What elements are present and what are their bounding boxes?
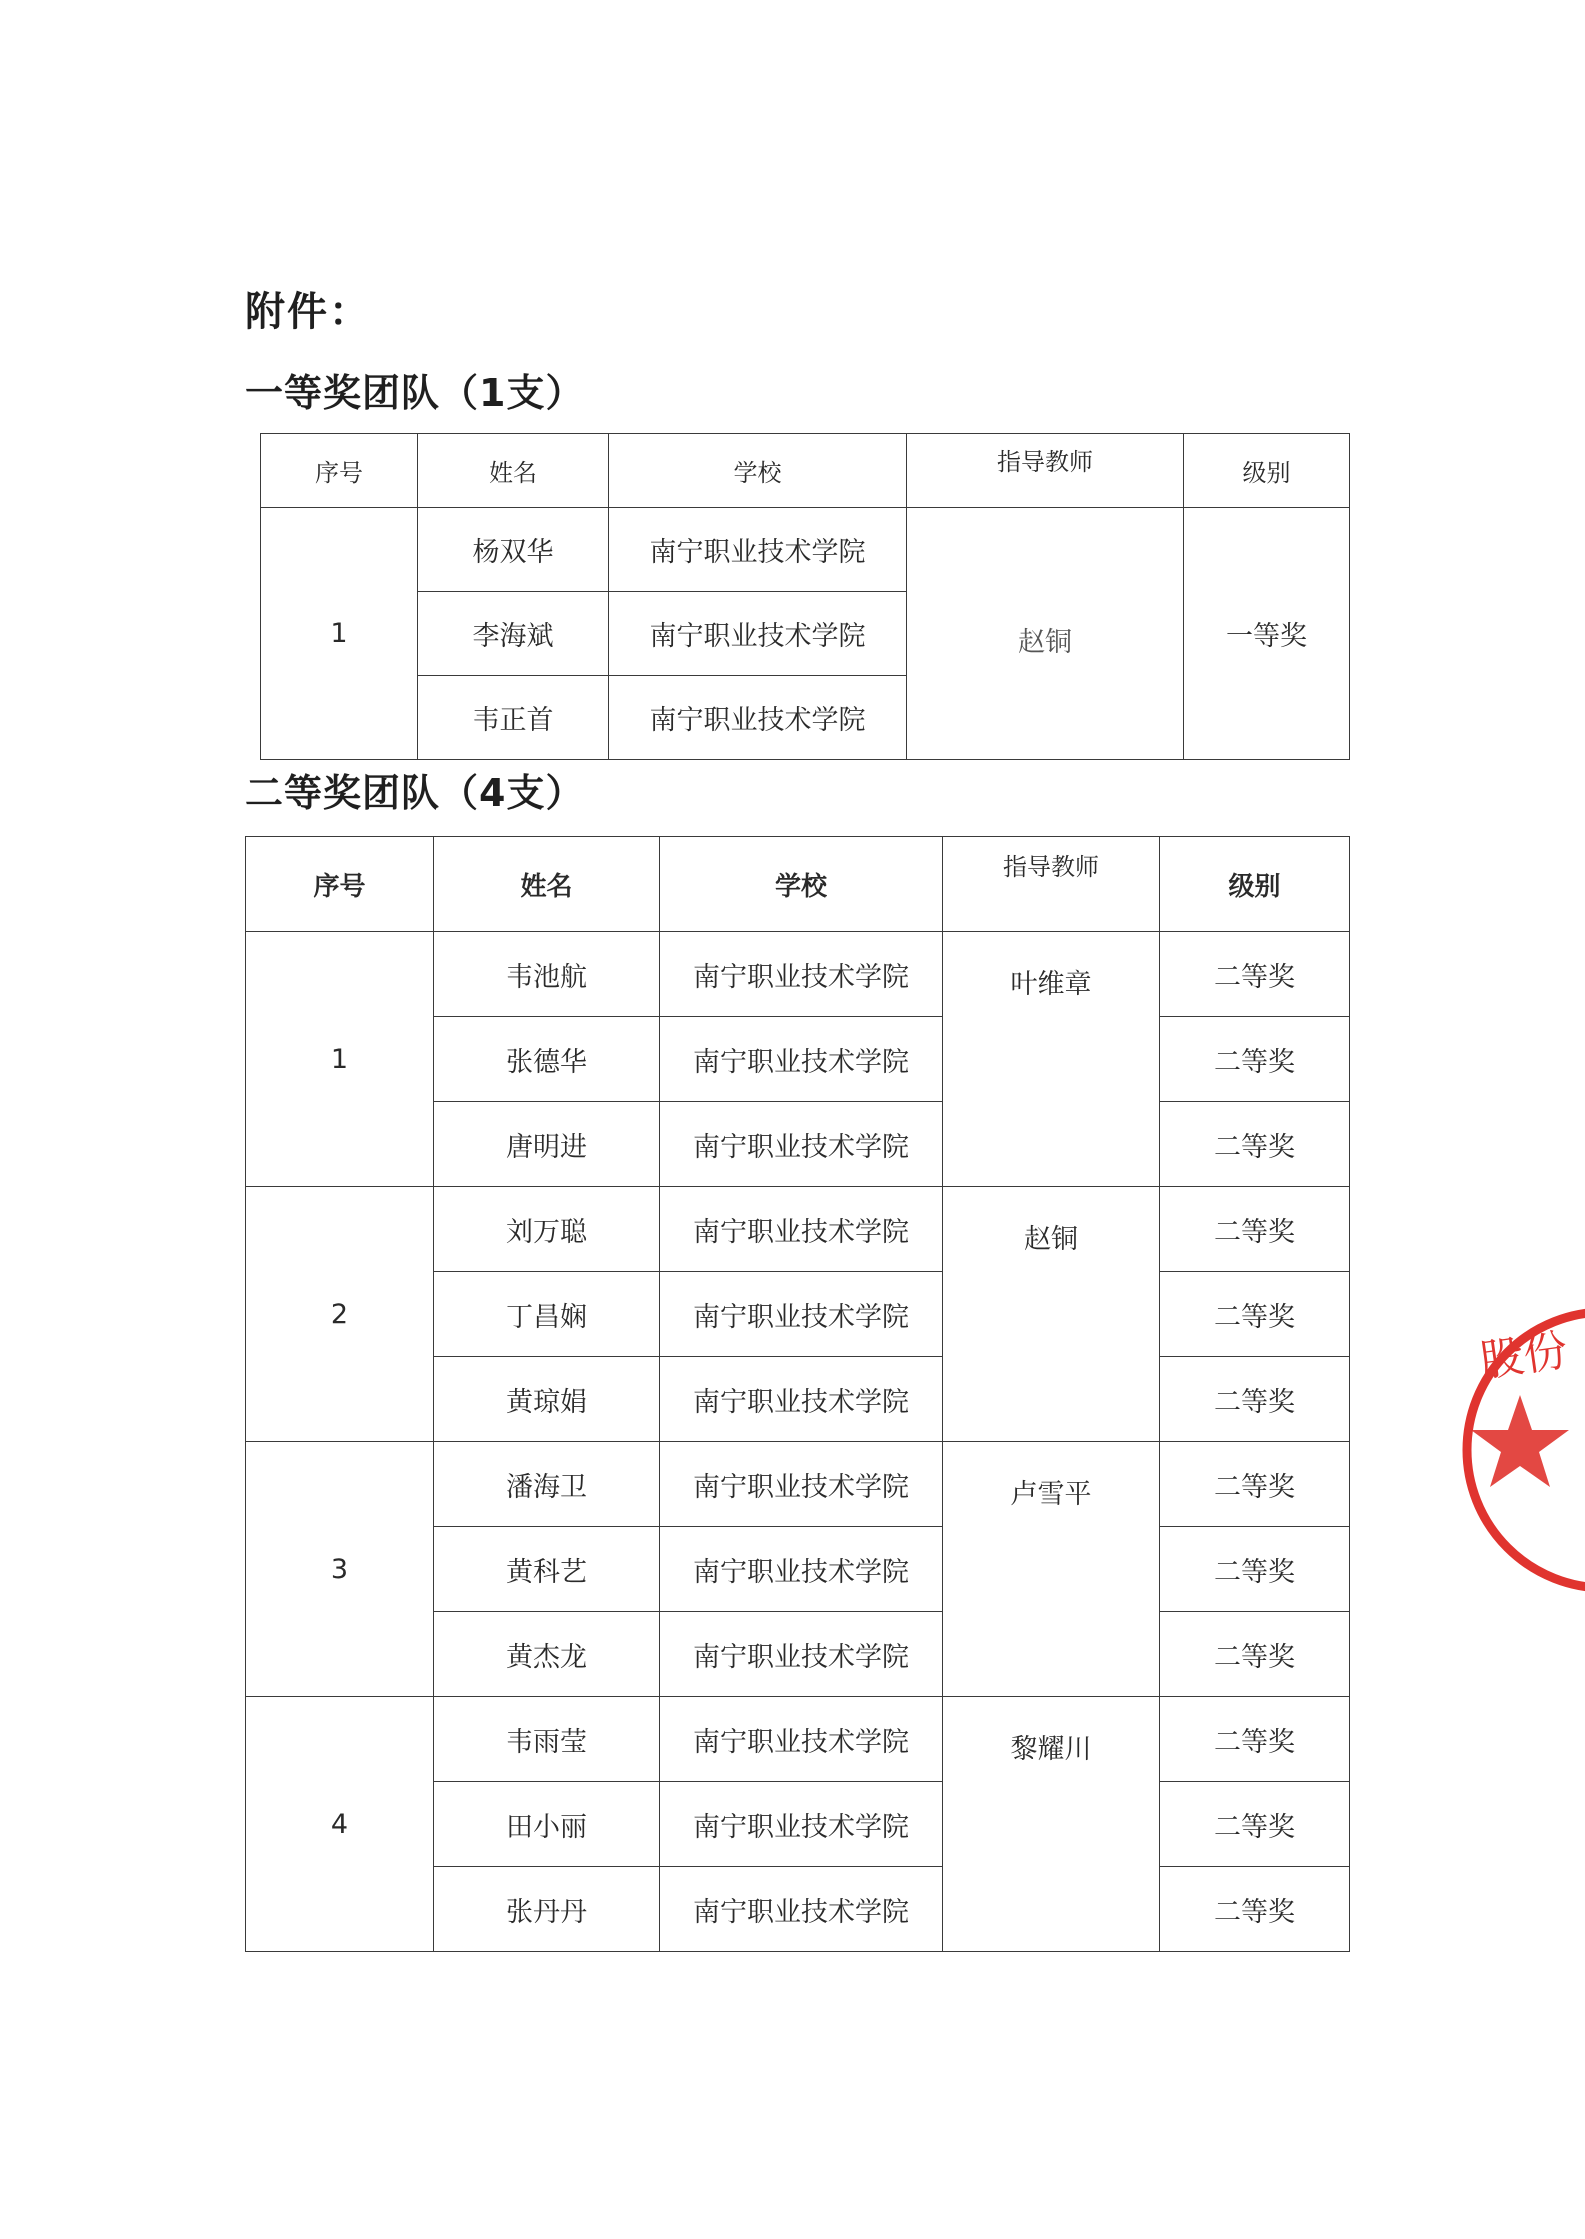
first-prize-table (260, 433, 1350, 760)
table-row (246, 1442, 1350, 1527)
member-name: 韦池航 (434, 932, 660, 1017)
member-school: 南宁职业技术学院 (609, 676, 907, 760)
member-level: 二等奖 (1160, 1272, 1350, 1357)
member-school: 南宁职业技术学院 (660, 1102, 943, 1187)
member-level: 二等奖 (1160, 1782, 1350, 1867)
member-name: 韦正首 (418, 676, 609, 760)
member-name: 张德华 (434, 1017, 660, 1102)
member-name: 黄科艺 (434, 1527, 660, 1612)
member-name: 潘海卫 (434, 1442, 660, 1527)
member-school: 南宁职业技术学院 (660, 1017, 943, 1102)
header-seq: 序号 (246, 837, 434, 932)
header-level: 级别 (1184, 434, 1350, 508)
member-school: 南宁职业技术学院 (660, 932, 943, 1017)
table-row (246, 1697, 1350, 1782)
member-level: 二等奖 (1160, 932, 1350, 1017)
team-seq: 1 (246, 932, 434, 1187)
member-school: 南宁职业技术学院 (609, 592, 907, 676)
member-school: 南宁职业技术学院 (660, 1442, 943, 1527)
table-row (246, 1187, 1350, 1272)
header-school: 学校 (660, 837, 943, 932)
member-name: 刘万聪 (434, 1187, 660, 1272)
member-level: 二等奖 (1160, 1187, 1350, 1272)
header-teacher: 指导教师 (943, 837, 1160, 932)
member-name: 唐明进 (434, 1102, 660, 1187)
member-school: 南宁职业技术学院 (660, 1527, 943, 1612)
table-row (261, 508, 1350, 592)
member-name: 杨双华 (418, 508, 609, 592)
member-name: 黄琼娟 (434, 1357, 660, 1442)
second-prize-table (245, 836, 1350, 1952)
member-level: 二等奖 (1160, 1017, 1350, 1102)
team-seq: 4 (246, 1697, 434, 1952)
team-seq: 3 (246, 1442, 434, 1697)
team-level: 一等奖 (1184, 508, 1350, 760)
member-name: 韦雨莹 (434, 1697, 660, 1782)
member-school: 南宁职业技术学院 (660, 1272, 943, 1357)
member-name: 张丹丹 (434, 1867, 660, 1952)
member-school: 南宁职业技术学院 (660, 1357, 943, 1442)
team-teacher: 黎耀川 (943, 1697, 1160, 1952)
team-seq: 1 (261, 508, 418, 760)
seal-text: 股份 (1476, 1324, 1571, 1388)
member-name: 田小丽 (434, 1782, 660, 1867)
team-teacher: 赵铜 (943, 1187, 1160, 1442)
member-level: 二等奖 (1160, 1442, 1350, 1527)
team-seq: 2 (246, 1187, 434, 1442)
header-name: 姓名 (418, 434, 609, 508)
first-prize-title: 一等奖团队（1支） (245, 371, 585, 415)
member-level: 二等奖 (1160, 1867, 1350, 1952)
team-teacher: 赵铜 (907, 508, 1184, 760)
member-school: 南宁职业技术学院 (660, 1867, 943, 1952)
table-row (246, 932, 1350, 1017)
member-level: 二等奖 (1160, 1612, 1350, 1697)
table-header-row (246, 837, 1350, 932)
header-teacher: 指导教师 (907, 434, 1184, 508)
member-school: 南宁职业技术学院 (660, 1697, 943, 1782)
team-teacher: 卢雪平 (943, 1442, 1160, 1697)
member-level: 二等奖 (1160, 1357, 1350, 1442)
member-name: 黄杰龙 (434, 1612, 660, 1697)
second-prize-title: 二等奖团队（4支） (245, 771, 585, 815)
member-level: 二等奖 (1160, 1697, 1350, 1782)
header-seq: 序号 (261, 434, 418, 508)
header-name: 姓名 (434, 837, 660, 932)
member-level: 二等奖 (1160, 1527, 1350, 1612)
official-seal-stamp (1455, 1300, 1585, 1610)
member-name: 李海斌 (418, 592, 609, 676)
team-teacher: 叶维章 (943, 932, 1160, 1187)
member-name: 丁昌娴 (434, 1272, 660, 1357)
member-school: 南宁职业技术学院 (660, 1612, 943, 1697)
table-header-row (261, 434, 1350, 508)
header-school: 学校 (609, 434, 907, 508)
member-school: 南宁职业技术学院 (609, 508, 907, 592)
member-school: 南宁职业技术学院 (660, 1782, 943, 1867)
member-level: 二等奖 (1160, 1102, 1350, 1187)
attachment-title: 附件： (245, 289, 371, 335)
member-school: 南宁职业技术学院 (660, 1187, 943, 1272)
header-level: 级别 (1160, 837, 1350, 932)
star-icon (1471, 1395, 1569, 1487)
